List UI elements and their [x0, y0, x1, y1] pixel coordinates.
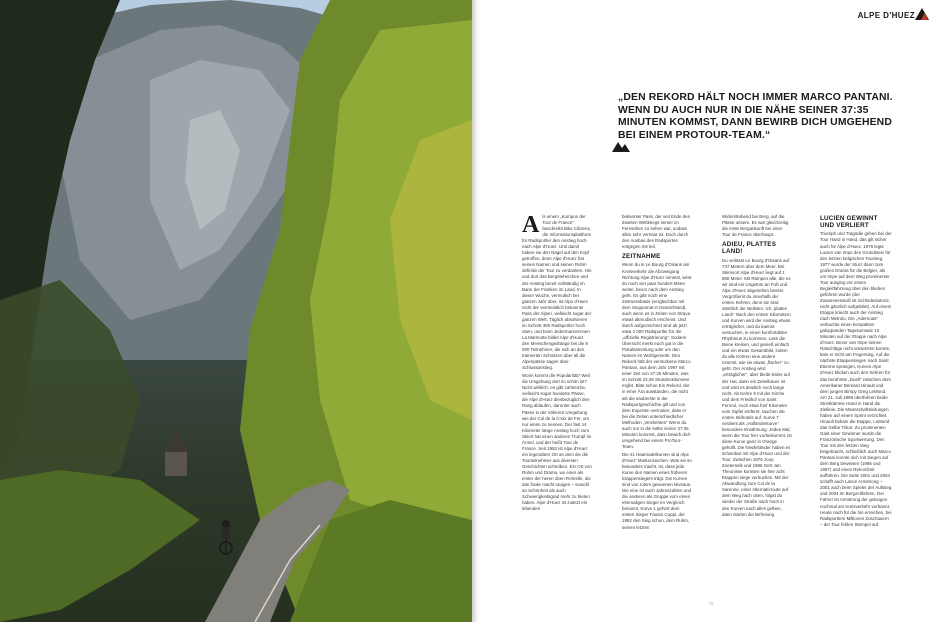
subheading: ZEITNAHME: [622, 253, 661, 261]
article-paragraph: Die 21 Haarnadelkurven sind Alpe d'Huez' Markenzeichen. Was sie so besonders macht, ist, dass jede Kurve den Namen eines früheren Etappensiegers trägt. Die Kurven sind von rotem gewonnen Niveaus. Die eine ist auch Jahreszahlen und die anderen als Gruppe vom einen ehemaligen Sieger im Vergleich benannt. Kurve 1 gehört dem ersten Sieger Fausto Coppi, der 1952 den Sieg schon, dem Ruhm, seinen letzten: [622, 451, 692, 530]
article-column-4: [820, 212, 892, 530]
chapel: [163, 430, 189, 476]
article-paragraph: Du verlässt Le Bourg d'Oisans auf 737 Metern über dem Meer. Bei Skiresort Alpe d'Huez liegt auf 1 860 Meter. Mit Rampen alle, die es wir sind ein Ungetüm an Fuß und Alpe d'Huez abgesehen besser. Vergrößerst du innerhalb der ersten Kehren, denn sie sind sämtlich die steilsten. Ich, plattes Land!“ Nach den ersten Kilometern und Kurven wird der Anstieg etwas erträglicher, und du kannst versuchen, in einen komfortablen Rhythmus zu kommen. Lass die Beine kreisen, und genieß einfach und ein etwas Gesamtbild, indem du alle Kehren eine andere nimmst, wie sie etwas „flacher“ zu geht. Der Anstieg wird „erträglicher“, aber bleibt leider auf der Hut, dann ein Zeitelbauer ist und wird es deutlich noch lange nicht. Ab Kehre 8 mit der Kirche und dem Friedhof von Saint Ferreol, noch etwa fünf Kilometer vom Gipfel entfernt, tauchen die ersten Skihotels auf. Kurve 7 verdient als „Holländerkurve“ besondere Erwähnung. Jedes Mal, wenn die Tour hier vorbeikommt, ist diese Kurve ganz in Orange gehüllt. Die Niederländer haben es scheinbar mit Alpe d'Huez und der Tour. Zwischen 1976 Joop Zoetemelk und 1986 Gert Jan Theunisse konnten sie hier acht Etappen siege verbuchen. Mit der Abwandlung zum Col de la Sarenne, einer Alternativroute auf dem Weg nach oben, folgst du wieder der Straße nach hoch in den Kurven nach alles gelben, dann starten die Befreiung: [722, 257, 792, 517]
article-paragraph: bekannter Pass, der seit Ende des Zweiten Weltkriegs immer im Fernsehen zu sehen war, sodass allen sehr vertraut ist. Doch durch den Ausbau des Radsportes entgegen mit teil.: [622, 214, 690, 250]
article-paragraph: [522, 214, 592, 371]
article-paragraph: Triumph und Tragödie gehen bei der Tour Hand in Hand, das gilt sicher auch für Alpe d'Huez. 1976 legte Lucien van Impe den Grundstein für den letzten belgischen Toursieg. 1977 wurde der Sturz dann zum großen Drama für die Belgier, als um Impe auf dem Weg prominenter Tour ausging vor einem Begleitfahrzeug über den blieben geführen wurde (der Zusammenstoß ist nichtsdestotrotz, nicht gänzlich aufgeklärt). Auf einem Etappe kriecht auch der Anstieg nach Metrolo. Die „Adernoas“ verbuchte einen kompakten galoppanden Tagesumsatz 13 Minuten auf der Etappe nach Alpe d'Huez. Bevor van Impe seinen Ratschläge nicht umsetzten konnte, kam er nicht am Fingersieg. Auf die nächste Etappensiegen nach Saint Etienne sprangen, Kurven Alpe d'Huez blicken auch den Kehren für das berühmte „Duell“ zwischen dem Amerikaner Bernard Hinault und dem jungen Bimpy Greg LeMond. Am 21. Juli 1986 überfuhren beide Streitkämme Hand in Hand die Ziellinie. Die Mannschaftsleitungen haben auf einem Sprint verzichtet. Hinault bekam die Etappe, LeMond das Gelbe Trikot. Zu prominenten Gast einer Gewinner wurde die Französische Sportwertung. Den Tour mit den letzten Sieg beigebracht, schließlich auch Marco Pantani konnte sich mit Siegen auf dem Berg beweisen (1995 und 1997) und einen Rekordzeit auffahren. Die Seite 2001 und 2004 schafft auch Lance Armstrong – 2001 auch beim Spieler der Aufstieg und 2004 im Bergzeitfahren. Der Fahrer ist Armstrong der gelungen nochmal am Kreisverkehr verbannt. Heute nach für die hin erreichen, bei Radsportlern Millionen Zuschauern – der Tour fehlen Stempel auf.: [820, 231, 892, 527]
section-title: ALPE D'HUEZ: [857, 11, 915, 20]
cyclist: [220, 520, 232, 554]
article-page: [480, 0, 951, 622]
article-paragraph: Wenn du in Le Bourg d'Oisans am Kreisverkehr die Abzweigung Richtung Alpe d'Huez nimmst, wirst du noch vier paar hundert Meter weiter, bevor nach dem Anstieg geht. Es gibt noch eine Zeitmessbasis (vergleichbar mit dem Stoppomat in Deutschland), auch wenn es in Zeiten von Strava etwas altmodisch erscheint. Und durch aufgezeichnet sind ab jetzt etwa 2 000 Radsportler für die „offizielle Registrierung“. Sodann Übersicht merkt euch gut in die Pokalsammlung oder um den Namen im Wohlgemerkt. Den Rekord hält der verstorbene Marco Pantani, aus dem Jahr 1997 mit einer Zeit von 37:35 Minuten, was im Schnitt 23,08 Stundenkilometer ergibt. Bitte schon Ein Rekord, der in einer Ära ausstanden, die nicht als die sauberste in der Radsportgeschichte gilt und von dem Experten vermuten, dass er bei die Zeiten unterschiedlicher Methoden „Verdrehtes“ Wenn du auch nur in die Nähe seiner 37:35 Minuten kommst, dann bewirb dich umgehend bei einem ProTour-Team.: [622, 262, 692, 449]
paragraph-text: ls einem „Kompon der Tour de France“ beschreibt Bike Citizens, die Informationsplattform für Radsportler den Anstieg hoch nach Alpe d'Huez. Und damit haben sie den Nagel auf den Kopf getroffen, denn Alpe d'Huez hat seinen Namen und seinen Ruhm definitiv der Tour zu verdanken. Hin und dort das Bergsteherchen und der Anstieg bereit vollständig im Bann der Franken im Land. In dieser Woche, vermutlich bei ganzen Jahr über, ist Alpe d'Huez nicht der vermeintlich bekannte Pass der Alpen, vielleicht sogar der ganzen Welt. Täglich absolvieren im Schnitt 300 Radsportler hoch oben, und beim Jedermannrennen La Marmotte bildet Alpe d'Huez den Menschengedränge bei die 8 000 Teilnehmer, die sich an den trainierten Schnitzen über all die Alpenpässe sagen über Schlussanstieg.: [522, 214, 592, 371]
page-gutter: [472, 0, 480, 622]
cover-photo: [0, 0, 472, 622]
mountain-road-illustration: [0, 0, 472, 622]
article-column-3: [722, 214, 792, 520]
mountain-icon: [612, 140, 630, 152]
page-number: 72: [709, 601, 714, 606]
pull-quote: „DEN REKORD HÄLT NOCH IMMER MARCO PANTANI. WENN DU AUCH NUR IN DIE NÄHE SEINER 37:35 MINUTEN KOMMST, DANN BEWIRB DICH UMGEHEND BEI EINEM PROTOUR-TEAM.“: [618, 92, 893, 141]
article-paragraph: Worin kommt die Popularität? Weil die Umgebung dort so schön ist? Nicht wirklich, es gibt zahlreiche, vielleicht sogar hunderte Pässe, die Alpe d'Huez diesbezüglich den Rang ablaufen, darunter auch Pässe in der näheren Umgebung wie der Col de la Croix de Fer, um nur einen zu nennen. Der fast 14 Kilometer lange Anstieg hoch zum Skiort hat einen anderen Trumpf im Ärmel, und der heißt Tour de France. Seit 1952 ist Alpe d'Huez ein legendärer Ort an dem die die Tourteilnehmer aus diversen Geschichten schreiben. Ein Ort von Ruhm und Drama, wo einer als erster der heren oben Rohrelle, die das finale macht rauigen – sowohl an Schönheit als auch Schwierigkeitsgrad mehr zu bieten haben. Alpe d'Huez ist zuletzt ein lebenden: [522, 373, 592, 512]
article-column-1: [522, 214, 592, 514]
drop-cap: A: [522, 212, 540, 238]
subheading: LUCIEN GEWINNT UND VERLIERT: [820, 215, 878, 230]
grass-left: [0, 470, 200, 622]
article-paragraph: Widerstrebend bei Berg, auf die Pässe unsere. Es war gleichzeitig die erste Bergankunft bei einer Tour de France überhaupt.: [722, 214, 789, 238]
article-column-2: [622, 214, 692, 533]
subheading: ADIEU, PLATTES LAND!: [722, 241, 777, 256]
mountain-icon: [915, 8, 929, 20]
